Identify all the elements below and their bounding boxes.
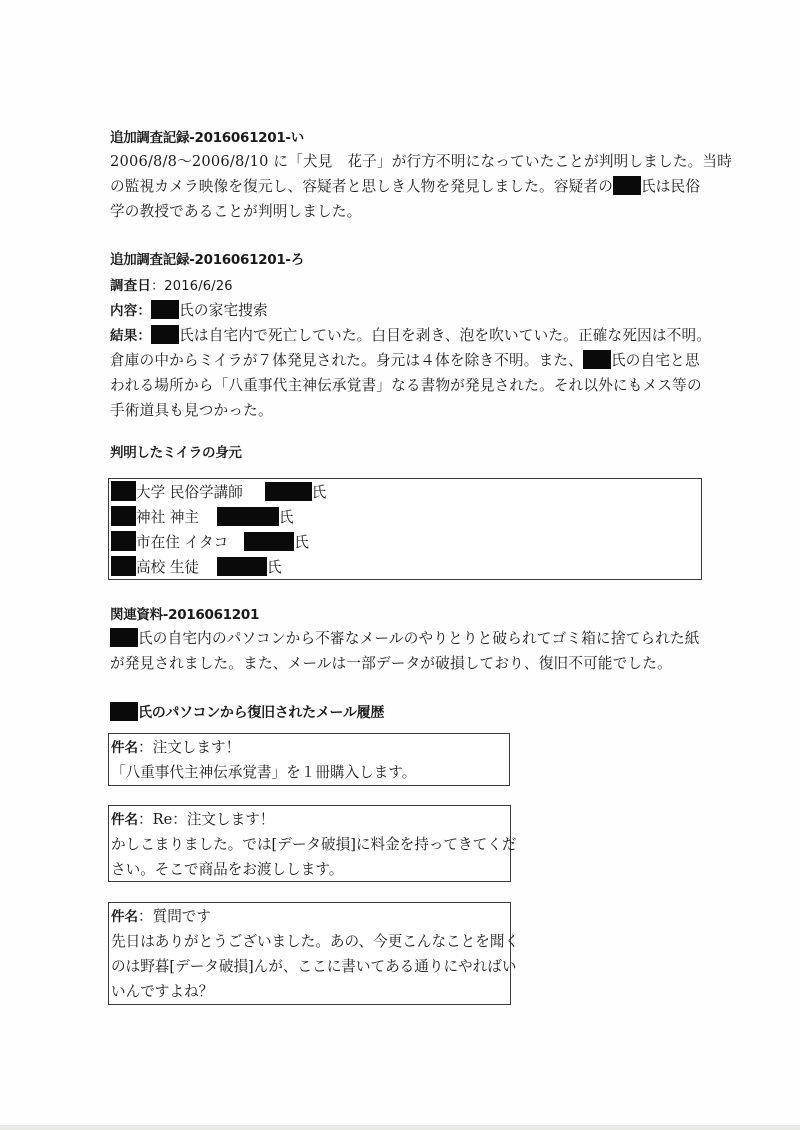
content-label: 内容：	[110, 303, 152, 319]
redacted-name-block	[217, 507, 279, 526]
record-i-line-1: 2006/8/8～2006/8/10 に「犬見 花子」が行方不明になっていたことが判明しました。当時	[110, 153, 733, 170]
email-body-line: 先日はありがとうございました。あの、今更こんなことを聞く	[111, 933, 520, 950]
redacted-place-block	[111, 556, 136, 576]
scan-edge-strip	[0, 1125, 800, 1130]
mummy-suffix: 氏	[294, 534, 309, 551]
redacted-name-block	[110, 702, 138, 721]
mummy-affiliation: 神社 神主	[136, 509, 200, 526]
mummy-row-4	[109, 555, 701, 580]
content-value: 氏の家宅捜索	[179, 302, 268, 319]
mummy-suffix: 氏	[279, 509, 294, 526]
record-ro-date-line	[110, 273, 710, 298]
mummy-suffix: 氏	[311, 484, 327, 501]
record-ro-result-line-1	[110, 323, 710, 348]
related-material-line-2: が発見されました。また、メールは一部データが破損しており、復旧不可能でした。	[110, 655, 672, 672]
record-i-heading: 追加調査記録-2016061201-い	[110, 130, 304, 146]
mummy-row-3	[109, 530, 701, 555]
record-i-section	[110, 127, 733, 224]
email-subject-line	[109, 807, 510, 832]
identified-mummies-heading: 判明したミイラの身元	[110, 445, 242, 461]
email-history-section	[110, 702, 710, 724]
email-item-1	[108, 733, 510, 786]
email-history-heading-text: 氏のパソコンから復旧されたメール履歴	[138, 705, 385, 721]
mummy-row-1	[109, 480, 701, 505]
mummy-affiliation: 市在住 イタコ	[136, 534, 229, 551]
redacted-name-block	[265, 482, 312, 501]
related-material-line-1	[110, 626, 710, 651]
mummy-affiliation: 高校 生徒	[136, 559, 200, 576]
result-line-2-tail: 氏の自宅と思	[610, 352, 700, 369]
mummy-suffix: 氏	[267, 559, 282, 576]
email-subject: ：注文します！	[138, 739, 241, 756]
redacted-name-block	[217, 557, 267, 576]
email-body-line: のは野暮[データ破損]んが、ここに書いてある通りにやればい	[111, 958, 517, 975]
email-body-line: いんですよね？	[111, 983, 214, 1000]
subject-label: 件名	[111, 740, 138, 756]
redacted-place-block	[111, 481, 136, 501]
result-label: 結果：	[110, 328, 152, 344]
subject-label: 件名	[111, 909, 138, 925]
email-history-heading	[110, 702, 710, 724]
record-ro-section	[110, 249, 710, 423]
redacted-name-block	[151, 325, 179, 344]
redacted-name-block	[583, 350, 611, 369]
related-material-section	[110, 604, 710, 676]
email-item-3	[108, 902, 520, 1005]
email-body-line: 「八重事代主神伝承覚書」を１冊購入します。	[111, 764, 417, 781]
mummy-row-2	[109, 505, 701, 530]
subject-label: 件名	[111, 812, 138, 828]
record-ro-body	[110, 273, 710, 423]
email-item-2	[108, 805, 517, 882]
record-ro-result-line-3: われる場所から「八重事代主神伝承覚書」なる書物が発見された。それ以外にもメス等の	[110, 377, 702, 394]
redacted-place-block	[111, 531, 136, 551]
result-line-2-text: 倉庫の中からミイラが７体発見された。身元は４体を除き不明。また、	[110, 352, 583, 369]
related-line-1-text: 氏の自宅内のパソコンから不審なメールのやりとりと破られてゴミ箱に捨てられた紙	[138, 630, 700, 647]
identified-mummies-section	[110, 442, 710, 464]
email-body-line: さい。そこで商品をお渡しします。	[111, 861, 344, 878]
email-body-line: かしこまりました。では[データ破損]に料金を持ってきてくだ	[111, 836, 517, 853]
redacted-name-block	[151, 300, 179, 319]
record-ro-content-line	[110, 298, 710, 323]
record-ro-result-line-4: 手術道具も見つかった。	[110, 402, 273, 419]
redacted-name-block	[244, 532, 294, 551]
email-subject: ：Re：注文します！	[138, 811, 275, 828]
redacted-place-block	[111, 506, 136, 526]
related-material-heading: 関連資料-2016061201	[110, 607, 260, 623]
email-subject-line	[109, 904, 510, 929]
record-i-body	[110, 149, 733, 224]
record-i-line-2-tail: 氏は民俗	[641, 178, 701, 195]
redacted-name-block	[613, 176, 641, 195]
record-i-line-3: 学の教授であることが判明しました。	[110, 203, 362, 220]
record-ro-result-line-2	[110, 348, 710, 373]
mummy-affiliation: 大学 民俗学講師	[136, 484, 243, 501]
record-ro-heading: 追加調査記録-2016061201-ろ	[110, 252, 304, 268]
result-line-1-text: 氏は自宅内で死亡していた。白目を剥き、泡を吹いていた。正確な死因は不明。	[179, 327, 712, 344]
record-i-line-2-text: の監視カメラ映像を復元し、容疑者と思しき人物を発見しました。容疑者の	[110, 178, 613, 195]
date-value: ：2016/6/26	[151, 279, 233, 294]
record-i-line-2	[110, 174, 710, 199]
redacted-name-block	[110, 628, 138, 647]
email-subject-line	[109, 735, 509, 760]
email-subject: ：質問です	[138, 908, 211, 925]
identified-mummies-box	[108, 478, 702, 580]
related-material-body	[110, 626, 710, 676]
date-label: 調査日	[110, 278, 152, 294]
